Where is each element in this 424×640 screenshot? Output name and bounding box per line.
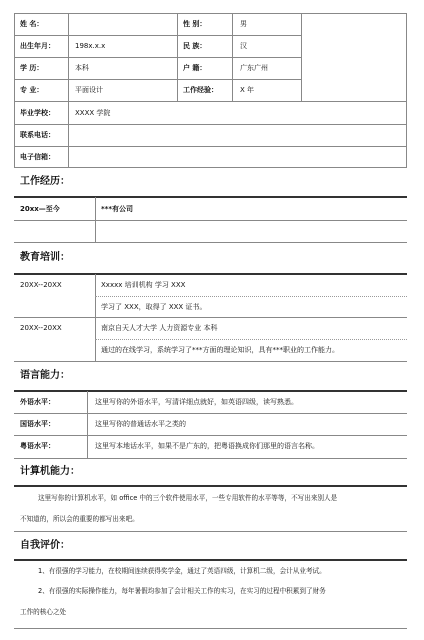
education-level-value: 本科 — [75, 64, 89, 72]
photo-area — [302, 14, 406, 100]
experience-value: X 年 — [240, 86, 255, 94]
row-divider — [14, 124, 407, 125]
gender-label: 性 别： — [183, 20, 207, 28]
language-top-rule — [14, 390, 407, 392]
cantonese-text: 这里写本地话水平，如果不是广东的，把粤语换成你们那里的语言名称。 — [95, 442, 319, 450]
education-row-divider — [95, 339, 407, 340]
work-col-divider — [95, 197, 96, 242]
education-top-rule — [14, 273, 407, 275]
language-bottom-rule — [14, 458, 407, 459]
col-divider — [232, 13, 233, 101]
hukou-label: 户 籍： — [183, 64, 207, 72]
self-eval-section-title: 自我评价： — [20, 540, 70, 551]
education-text-1: Xxxxx 培训机构 学习 XXX — [101, 281, 186, 289]
education-row-divider — [14, 317, 407, 318]
col-divider — [177, 13, 178, 101]
education-level-label: 学 历： — [20, 64, 44, 72]
birth-label: 出生年月： — [20, 42, 55, 50]
work-company: ***有公司 — [101, 205, 133, 213]
ethnicity-value: 汉 — [240, 42, 247, 50]
col-divider — [68, 13, 69, 168]
education-section-title: 教育培训： — [20, 252, 70, 263]
computer-section-title: 计算机能力： — [20, 466, 80, 477]
ethnicity-label: 民 族： — [183, 42, 207, 50]
education-period-2: 20XX--20XX — [20, 324, 62, 332]
computer-top-rule — [14, 485, 407, 487]
computer-line-1: 这里写你的计算机水平，如 office 中的三个软件使用水平，一些专用软件的水平等等，不写出来别人是 — [38, 494, 338, 502]
foreign-language-text: 这里写你的外语水平，写清详细点就好，如英语四级，读写熟悉。 — [95, 398, 298, 406]
name-label: 姓 名： — [20, 20, 44, 28]
computer-bottom-rule — [14, 531, 407, 532]
phone-label: 联系电话： — [20, 131, 55, 139]
foreign-language-label: 外语水平： — [20, 398, 55, 406]
email-label: 电子信箱： — [20, 153, 55, 161]
school-label: 毕业学校： — [20, 109, 55, 117]
work-period: 20xx—至今 — [20, 205, 60, 213]
education-period-1: 20XX--20XX — [20, 281, 62, 289]
birth-value: 198x.x.x — [75, 42, 106, 50]
row-divider — [14, 35, 314, 36]
work-section-title: 工作经历： — [20, 176, 70, 187]
row-divider — [14, 101, 407, 102]
row-divider — [14, 57, 314, 58]
education-text-2: 学习了 XXX，取得了 XXX 证书。 — [101, 303, 207, 311]
mandarin-label: 国语水平： — [20, 420, 55, 428]
self-eval-line-1: 1、有很强的学习能力，在校期间连续获得奖学金，通过了英语四级，计算机二级，会计从业考试。 — [38, 567, 326, 575]
major-value: 平面设计 — [75, 86, 103, 94]
language-col-divider — [87, 391, 88, 458]
language-section-title: 语言能力： — [20, 370, 70, 381]
work-top-rule — [14, 196, 407, 198]
school-value: XXXX 学院 — [75, 109, 111, 117]
major-label: 专 业： — [20, 86, 44, 94]
self-eval-line-3: 工作的核心之处 — [20, 608, 67, 616]
hukou-value: 广东广州 — [240, 64, 268, 72]
cantonese-label: 粤语水平： — [20, 442, 55, 450]
education-text-3: 南京自天人才大学 人力资源专业 本科 — [101, 324, 218, 332]
self-eval-top-rule — [14, 559, 407, 561]
gender-value: 男 — [240, 20, 247, 28]
work-bottom-rule — [14, 242, 407, 243]
self-eval-bottom-rule — [14, 628, 407, 629]
computer-line-2: 不知道的，所以会的重要的都写出来吧。 — [20, 515, 139, 523]
mandarin-text: 这里写你的普通话水平之类的 — [95, 420, 186, 428]
education-row-divider — [95, 296, 407, 297]
row-divider — [14, 146, 407, 147]
row-divider — [14, 79, 314, 80]
experience-label: 工作经验： — [183, 86, 218, 94]
education-bottom-rule — [14, 361, 407, 362]
self-eval-line-2: 2、有很强的实际操作能力，每年暑假均参加了会计相关工作的实习，在实习的过程中积累到了财务 — [38, 587, 326, 595]
education-text-4: 通过的在线学习，系统学习了***方面的理论知识，具有***职业的工作能力。 — [101, 346, 339, 354]
language-row-divider — [14, 435, 407, 436]
work-row-divider — [14, 220, 407, 221]
language-row-divider — [14, 413, 407, 414]
